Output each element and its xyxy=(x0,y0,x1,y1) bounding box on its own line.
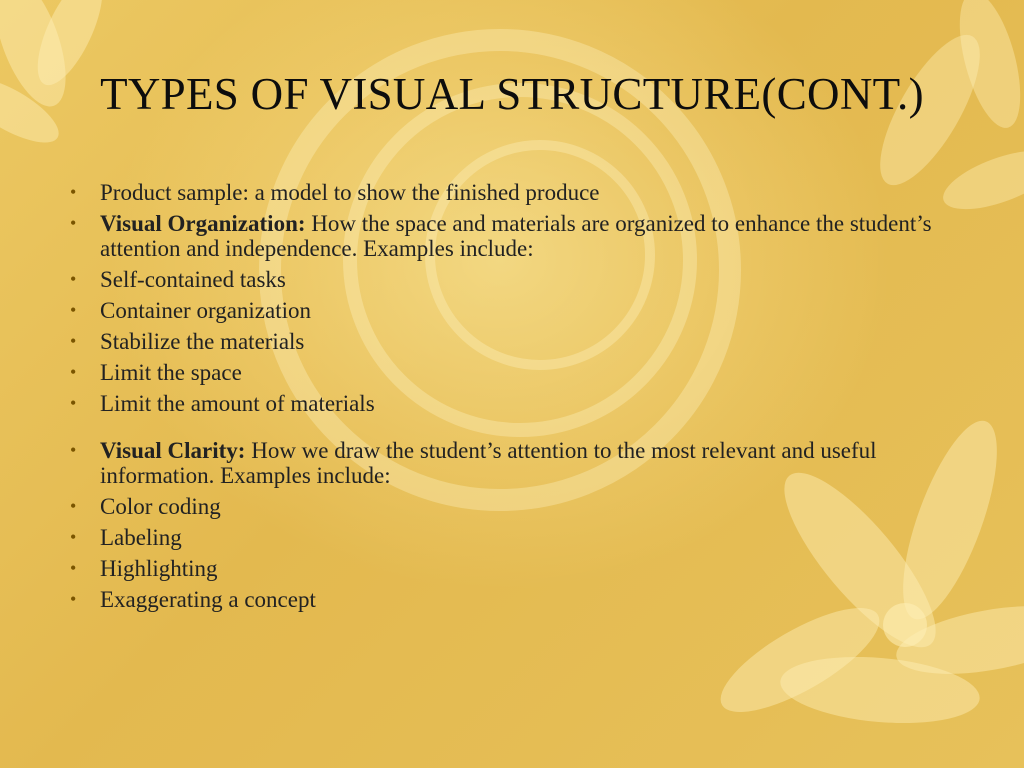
bullet-heading: Visual Organization: xyxy=(100,211,306,236)
bullet-icon: • xyxy=(70,496,77,516)
bullet-item xyxy=(70,211,950,261)
bullet-text: How the space and materials are organized to enhance the student’s attention and independence. Examples include: xyxy=(100,211,932,261)
bullet-list xyxy=(70,180,950,618)
bullet-item xyxy=(70,494,950,519)
bullet-icon: • xyxy=(70,213,77,233)
bullet-text: Highlighting xyxy=(100,556,218,581)
bullet-icon: • xyxy=(70,527,77,547)
bullet-text: Labeling xyxy=(100,525,182,550)
bullet-item xyxy=(70,587,950,612)
bullet-icon: • xyxy=(70,440,77,460)
bullet-item xyxy=(70,556,950,581)
bullet-item xyxy=(70,267,950,292)
slide-title: TYPES OF VISUAL STRUCTURE(CONT.) xyxy=(100,69,924,119)
bullet-text: Product sample: a model to show the finished produce xyxy=(100,180,600,205)
bullet-text: Self-contained tasks xyxy=(100,267,286,292)
bullet-icon: • xyxy=(70,269,77,289)
bullet-icon: • xyxy=(70,589,77,609)
bullet-item xyxy=(70,329,950,354)
bullet-text: Stabilize the materials xyxy=(100,329,305,354)
bullet-text: Limit the space xyxy=(100,360,242,385)
bullet-icon: • xyxy=(70,558,77,578)
bullet-item xyxy=(70,360,950,385)
bullet-item xyxy=(70,438,950,488)
bullet-item xyxy=(70,298,950,323)
bullet-icon: • xyxy=(70,331,77,351)
bullet-text: How we draw the student’s attention to the most relevant and useful information. Examples include: xyxy=(100,438,877,488)
bullet-text: Limit the amount of materials xyxy=(100,391,375,416)
bullet-item xyxy=(70,525,950,550)
bullet-icon: • xyxy=(70,182,77,202)
bullet-icon: • xyxy=(70,362,77,382)
bullet-icon: • xyxy=(70,393,77,413)
bullet-text: Exaggerating a concept xyxy=(100,587,316,612)
bullet-item xyxy=(70,391,950,416)
bullet-item xyxy=(70,180,950,205)
bullet-text: Color coding xyxy=(100,494,221,519)
bullet-text: Container organization xyxy=(100,298,311,323)
bullet-heading: Visual Clarity: xyxy=(100,438,246,463)
bullet-icon: • xyxy=(70,300,77,320)
